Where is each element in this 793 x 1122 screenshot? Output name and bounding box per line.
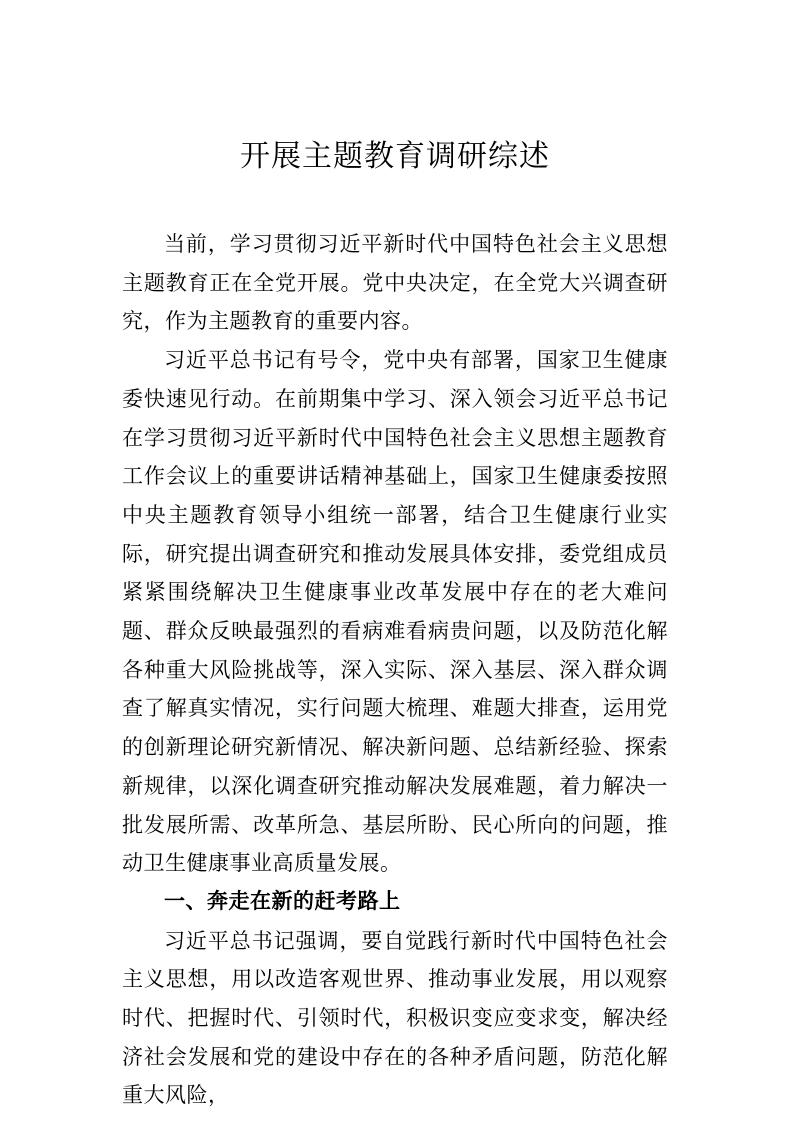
- paragraph-overview: 习近平总书记有号令，党中央有部署，国家卫生健康委快速见行动。在前期集中学习、深入领会习近平总书记在学习贯彻习近平新时代中国特色社会主义思想主题教育工作会议上的重要讲话精神基础上，国家卫生健康委按照中央主题教育领导小组统一部署，结合卫生健康行业实际，研究提出调查研究和推动发展具体安排，委党组成员紧紧围绕解决卫生健康事业改革发展中存在的老大难问题、群众反映最强烈的看病难看病贵问题，以及防范化解各种重大风险挑战等，深入实际、深入基层、深入群众调查了解真实情况，实行问题大梳理、难题大排查，运用党的创新理论研究新情况、解决新问题、总结新经验、探索新规律，以深化调查研究推动解决发展难题，着力解决一批发展所需、改革所急、基层所盼、民心所向的问题，推动卫生健康事业高质量发展。: [122, 348, 668, 876]
- section-heading-1: 一、奔走在新的赶考路上: [164, 889, 401, 913]
- paragraph-intro: 当前，学习贯彻习近平新时代中国特色社会主义思想主题教育正在全党开展。党中央决定，在全党大兴调查研究，作为主题教育的重要内容。: [122, 232, 668, 334]
- paragraph-section1-body: 习近平总书记强调，要自觉践行新时代中国特色社会主义思想，用以改造客观世界、推动事业发展，用以观察时代、把握时代、引领时代，积极识变应变求变，解决经济社会发展和党的建设中存在的各种矛盾问题，防范化解重大风险，: [122, 928, 668, 1108]
- document-title: 开展主题教育调研综述: [240, 140, 550, 173]
